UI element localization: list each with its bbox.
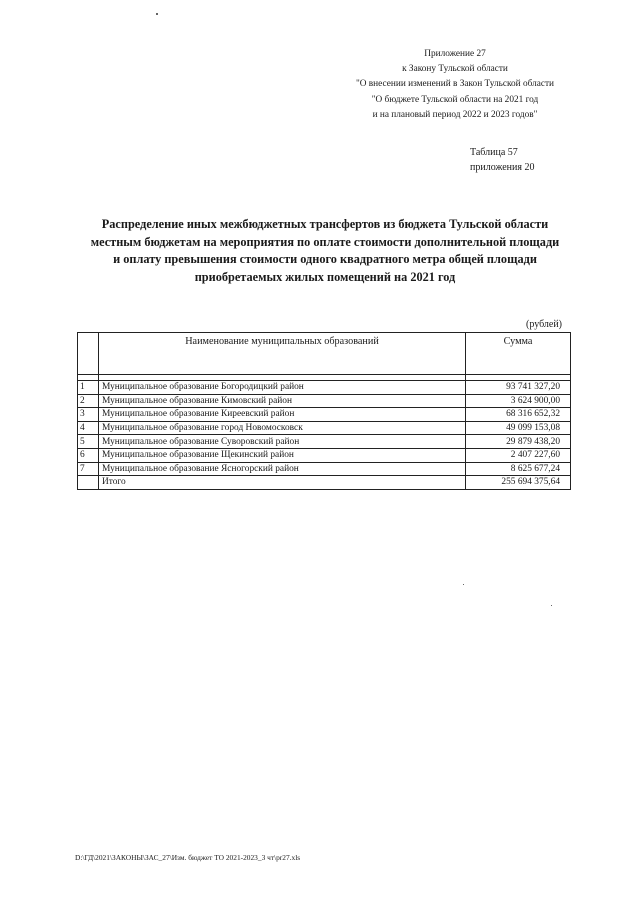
municipality-name: Муниципальное образование Киреевский район [99,408,466,422]
table-row [78,408,571,422]
amount-cell: 8 625 677,24 [466,462,571,476]
header-line: к Закону Тульской области [402,64,508,75]
name-header-cell: Наименование муниципальных образований [99,333,466,375]
title-line: и оплату превышения стоимости одного квадратного метра общей площади [113,252,537,267]
units-label: (рублей) [526,319,563,330]
municipality-name: Муниципальное образование Ясногорский район [99,462,466,476]
row-number: 1 [78,381,99,395]
row-number: 2 [78,394,99,408]
header-line: и на плановый период 2022 и 2023 годов" [372,109,538,120]
table-row [78,448,571,462]
row-number: 3 [78,408,99,422]
amount-cell: 3 624 900,00 [466,394,571,408]
appendix-reference: приложения 20 [470,162,535,173]
table-row [78,381,571,395]
table-row [78,421,571,435]
title-line: местным бюджетам на мероприятия по оплате стоимости дополнительной площади [90,234,560,249]
number-header-cell [78,333,99,375]
row-number: 7 [78,462,99,476]
amount-cell: 49 099 153,08 [466,421,571,435]
municipality-name: Муниципальное образование Богородицкий район [99,381,466,395]
table-row [78,394,571,408]
municipality-name: Муниципальное образование Суворовский район [99,435,466,449]
file-path-footer: D:\ГД\2021\ЗАКОНЫ\ЗАС_27\Изм. бюджет ТО 2021-2023_3 чт\pr27.xls [75,853,301,862]
scan-speck [463,584,464,585]
total-number-cell [78,476,99,490]
amount-cell: 2 407 227,60 [466,448,571,462]
row-number: 4 [78,421,99,435]
table-number: Таблица 57 [470,147,518,158]
sum-header-cell: Сумма [466,333,571,375]
document-title [60,216,590,286]
municipality-name: Муниципальное образование Щекинский район [99,448,466,462]
total-label: Итого [99,476,466,490]
title-line: приобретаемых жилых помещений на 2021 год [194,269,456,284]
municipality-name: Муниципальное образование Кимовский район [99,394,466,408]
appendix-header [300,47,610,123]
total-row [78,476,571,490]
amount-cell: 93 741 327,20 [466,381,571,395]
header-line: "О бюджете Тульской области на 2021 год [371,94,539,105]
header-line: "О внесении изменений в Закон Тульской области [355,79,555,90]
municipality-name: Муниципальное образование город Новомосковск [99,421,466,435]
table-row [78,462,571,476]
table-reference [470,145,534,175]
row-number: 6 [78,448,99,462]
table-header-row [78,333,571,375]
transfers-table [77,332,571,490]
table-row [78,435,571,449]
total-amount: 255 694 375,64 [466,476,571,490]
header-line: Приложение 27 [424,49,486,59]
scan-speck [156,13,158,15]
amount-cell: 29 879 438,20 [466,435,571,449]
scan-speck [551,605,552,606]
amount-cell: 68 316 652,32 [466,408,571,422]
title-line: Распределение иных межбюджетных трансфертов из бюджета Тульской области [101,217,549,231]
row-number: 5 [78,435,99,449]
